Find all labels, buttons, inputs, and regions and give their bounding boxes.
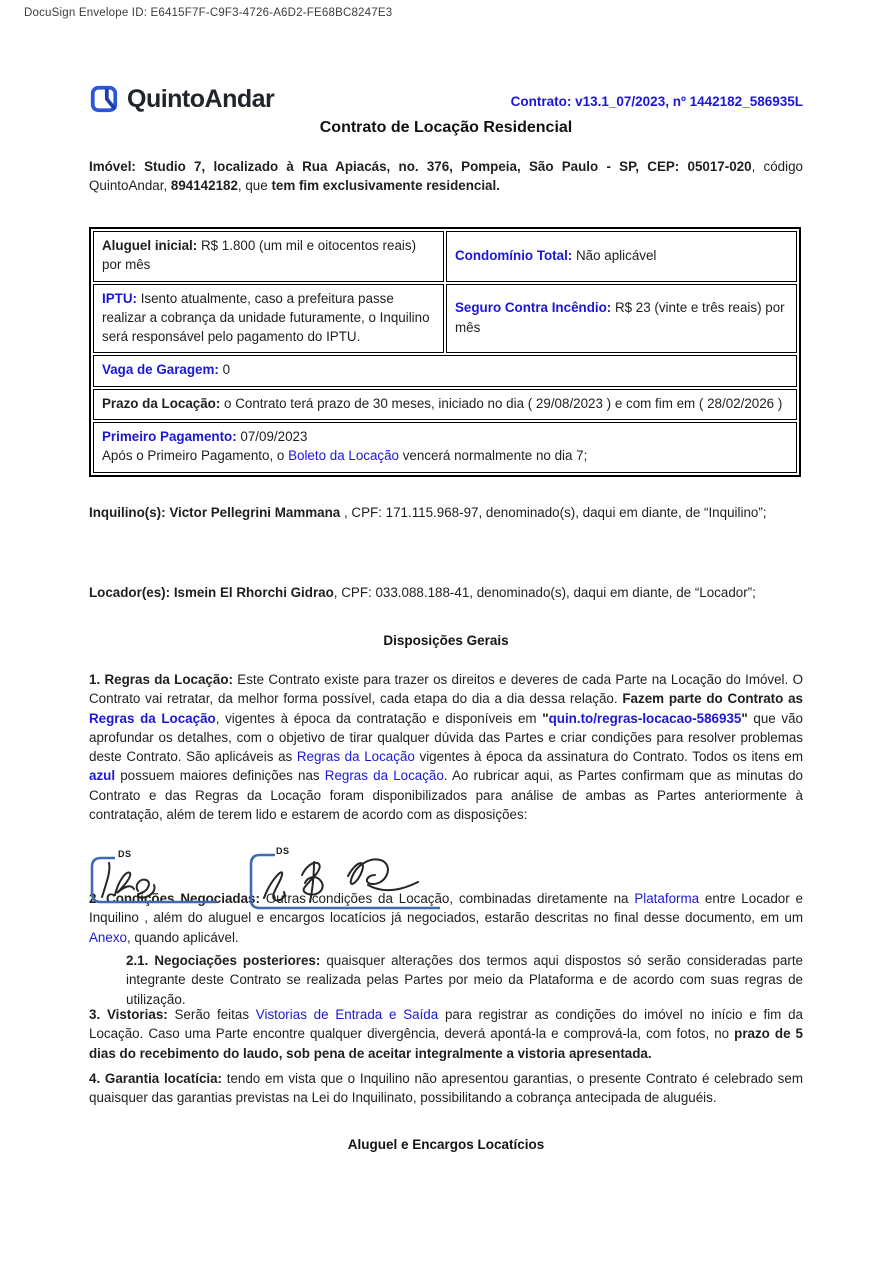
cell-iptu (93, 284, 444, 354)
text-run: quaisquer alterações dos termos aqui dispostos só serão consideradas parte integrante deste Contrato se realizada pelas Partes por meio da Plataforma e de acordo com suas regras de utilização. (126, 953, 804, 1007)
text-run: 1. Regras da Locação: (89, 672, 238, 687)
text-run: para registrar as condições do imóvel no início e fim da Locação. Caso uma Parte encontre qualquer divergência, deverá apontá-la e comprová-la, com fotos, no (89, 1007, 803, 1042)
text-run: Fazem parte do Contrato as (622, 691, 803, 707)
inline-link[interactable]: Condomínio Total: (455, 247, 576, 263)
text-run: Isento atualmente, caso a prefeitura passe realizar a cobrança da unidade futuramente, o Inquilino será responsável pelo pagamento do IPTU. (102, 290, 430, 345)
text-run: Imóvel: Studio 7, localizado à Rua Apiacás, no. 376, Pompeia, São Paulo - SP, CEP: 05017-020 (89, 159, 752, 174)
text-run: 894142182 (170, 178, 238, 194)
text-run: possuem maiores definições nas (115, 768, 325, 784)
text-run: que vão aprofundar os detalhes, com o objetivo de tirar qualquer dúvida das Partes e criar condições para resolver problemas deste Contrato. São aplicáveis as (89, 710, 803, 765)
inline-link[interactable]: Regras da Locação (324, 768, 444, 784)
text-run: Não aplicável (576, 247, 657, 263)
text-run: Outras condições da Locação, combinadas diretamente na (265, 891, 635, 906)
text-run: tendo em vista que o Inquilino não apresentou garantias, o presente Contrato é celebrado sem quaisquer das garantias previstas na Lei do Inquilinato, possibilitando a cobrança antecipada de aluguéis. (89, 1071, 803, 1106)
quintoandar-logo (89, 84, 274, 114)
inline-link[interactable]: Anexo (89, 929, 127, 945)
text-run: Este Contrato existe para trazer os direitos e deveres de cada Parte na Locação do Imóvel. O Contrato vai retratar, da melhor forma possível, cada etapa do dia a dia dessa relação. (89, 672, 803, 707)
text-run: , quando aplicável. (126, 929, 239, 945)
quintoandar-logo-icon (89, 84, 119, 114)
text-run: 07/09/2023 (240, 429, 308, 445)
brand-name: QuintoAndar (127, 84, 275, 113)
text-run: . Ao rubricar aqui, as Partes confirmam que as minutas do Contrato e das Regras da Locação foram disponibilizados para análise de ambas as Partes anteriormente à contratação, além de terem lido e estarem de acordo com as disposições: (89, 768, 803, 823)
text-run: 3. Vistorias: (89, 1007, 175, 1022)
text-run: , vigentes à época da contratação e disponíveis em (215, 710, 543, 726)
contract-reference: Contrato: v13.1_07/2023, nº 1442182_586935L (510, 94, 803, 109)
text-run: Locador(es): Ismein El Rhorchi Gidrao (89, 585, 334, 600)
text-run: " (741, 710, 748, 726)
cell-seguro-incendio (446, 284, 797, 354)
cell-primeiro-pagamento (93, 422, 797, 473)
landlord-paragraph (89, 583, 803, 602)
cell-vaga-garagem (93, 355, 797, 386)
clause-2-1-negociacoes (126, 951, 803, 1009)
docusign-ds-badge: DS (276, 846, 290, 856)
text-run: Após o Primeiro Pagamento, o (102, 448, 289, 464)
text-run: Serão feitas (174, 1007, 256, 1022)
text-run: 2. Condições Negociadas: (89, 891, 266, 906)
text-run: 2.1. Negociações posteriores: (126, 953, 327, 968)
inline-link[interactable]: azul (89, 768, 116, 784)
docusign-ds-badge: DS (118, 849, 132, 859)
tenant-paragraph (89, 503, 803, 522)
docusign-envelope-id: DocuSign Envelope ID: E6415F7F-C9F3-4726-A6D2-FE68BC8247E3 (24, 7, 393, 19)
text-run: prazo de 5 dias do recebimento do laudo, sob pena de aceitar integralmente a vistoria apresentada. (89, 1026, 803, 1061)
tenant-initials-signature-icon (86, 851, 236, 915)
table-row (93, 284, 797, 354)
text-run: entre Locador e Inquilino , além do aluguel e encargos locatícios já negociados, estarão descritas no final desse documento, em um (89, 891, 803, 926)
text-run: " (542, 710, 549, 726)
inline-link[interactable]: Regras da Locação (89, 710, 216, 726)
inline-link[interactable]: Plataforma (634, 891, 700, 906)
lease-summary-table (89, 227, 801, 477)
inline-link[interactable]: Vistorias de Entrada e Saída (255, 1007, 439, 1022)
text-run: , CPF: 171.115.968-97, denominado(s), daqui em diante, de “Inquilino”; (340, 505, 767, 520)
text-run: vigentes à época da assinatura do Contrato. Todos os itens em (414, 749, 803, 765)
inline-link[interactable]: Regras da Locação (296, 749, 415, 765)
heading-disposicoes-gerais: Disposições Gerais (383, 633, 509, 648)
text-run: Prazo da Locação: (102, 395, 225, 411)
first-payment-date (102, 427, 788, 446)
table-row (93, 231, 797, 282)
text-run: o Contrato terá prazo de 30 meses, iniciado no dia ( 29/08/2023 ) e com fim em ( 28/02/2026 ) (224, 395, 783, 411)
text-run: tem fim exclusivamente residencial. (271, 178, 500, 194)
table-row (93, 389, 797, 420)
cell-aluguel-inicial (93, 231, 444, 282)
inline-link[interactable]: quin.to/regras-locacao-586935 (548, 710, 742, 726)
text-run: , que (237, 178, 272, 194)
cell-prazo-locacao (93, 389, 797, 420)
text-run: R$ 1.800 (um mil e oitocentos reais) por mês (102, 238, 417, 273)
document-title: Contrato de Locação Residencial (319, 119, 573, 136)
table-row (93, 422, 797, 473)
inline-link[interactable]: Boleto da Locação (288, 448, 400, 464)
inline-link[interactable]: Seguro Contra Incêndio: (455, 300, 615, 316)
inline-link[interactable]: IPTU: (102, 290, 141, 306)
landlord-initials-signature-icon (244, 848, 454, 920)
clause-4-garantia (89, 1069, 803, 1108)
tenant-initials-stamp (86, 851, 236, 915)
cell-condominio-total (446, 231, 797, 282)
clause-1-regras (89, 670, 803, 824)
text-run: , CPF: 033.088.188-41, denominado(s), daqui em diante, de “Locador”; (333, 585, 756, 600)
text-run: vencerá normalmente no dia 7; (399, 448, 588, 464)
text-run: Aluguel inicial: (102, 238, 201, 253)
inline-link[interactable]: Vaga de Garagem: (102, 362, 223, 378)
first-payment-note (102, 446, 788, 465)
clause-3-vistorias (89, 1005, 803, 1063)
landlord-initials-stamp (244, 848, 454, 920)
text-run: Inquilino(s): Victor Pellegrini Mammana (89, 505, 341, 520)
text-run: R$ 23 (vinte e três reais) por mês (455, 300, 785, 335)
text-run: 0 (222, 362, 231, 378)
property-description (89, 157, 803, 196)
table-row (93, 355, 797, 386)
text-run: , código QuintoAndar, (89, 159, 803, 194)
inline-link[interactable]: Primeiro Pagamento: (102, 429, 241, 445)
heading-aluguel-encargos: Aluguel e Encargos Locatícios (347, 1137, 545, 1152)
text-run: 4. Garantia locatícia: (89, 1071, 227, 1086)
